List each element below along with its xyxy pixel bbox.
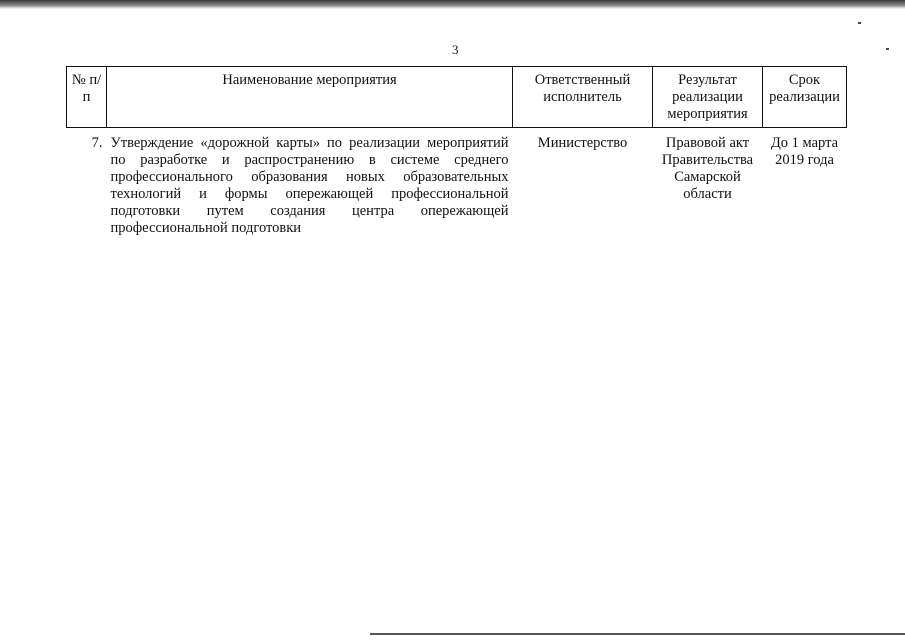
header-measure-name: Наименование мероприятия bbox=[107, 67, 513, 128]
page-number: 3 bbox=[452, 42, 459, 57]
row-deadline: До 1 марта 2019 года bbox=[770, 135, 839, 168]
scan-speck bbox=[858, 22, 861, 24]
row-number: 7. bbox=[91, 135, 103, 151]
table-row bbox=[67, 128, 847, 238]
scan-speck bbox=[886, 48, 889, 50]
header-number: № п/п bbox=[67, 67, 107, 128]
header-deadline: Срок реализации bbox=[763, 67, 847, 128]
measures-table bbox=[66, 66, 847, 237]
table-header-row bbox=[67, 67, 847, 128]
scan-edge-top bbox=[0, 0, 905, 9]
row-measure-name: Утверждение «дорожной карты» по реализации мероприятий по разработке и распространению в системе среднего профессионального образования новых образовательных технологий и формы опережающей профессиональной подготовки путем создания центра опережающей профессиональной подготовки bbox=[110, 135, 509, 236]
header-result: Результат реализации мероприятия bbox=[653, 67, 763, 128]
row-executor: Министерство bbox=[537, 135, 628, 151]
row-result: Правовой акт Правительства Самарской области bbox=[661, 135, 754, 202]
scan-edge-bottom bbox=[370, 633, 905, 635]
header-executor: Ответственный исполнитель bbox=[513, 67, 653, 128]
